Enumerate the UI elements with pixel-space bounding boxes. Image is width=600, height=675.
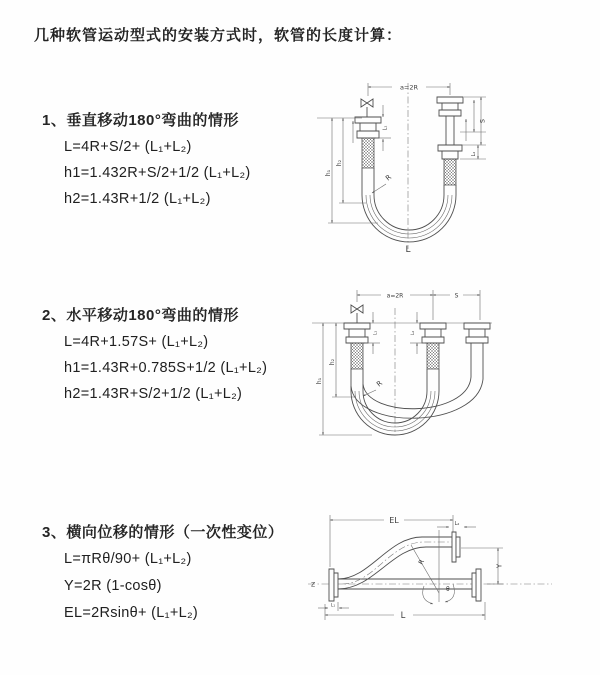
dimension-s [460,97,487,159]
hose-s-curve [338,537,452,589]
hose-u-bend-moved [351,343,483,418]
flange-right-lower [438,145,462,159]
dim-label-y: Y [495,563,504,569]
dim-label-a2r: a=2R [386,292,404,300]
length-label: L [405,245,411,255]
dim-label-h2: h₂ [336,159,343,167]
diagram-horizontal-180-bend [300,282,545,467]
flange-right-original [472,569,481,601]
dimension-el [330,515,453,567]
dim-label-el: EL [389,516,399,525]
flange-left [344,323,370,343]
dim-label-l: L [400,611,406,621]
radius-label: R [384,173,394,183]
radius-callout [372,173,393,193]
dimension-l1 [365,312,380,354]
radius-callout [411,530,454,604]
flange-left [355,117,381,138]
dimension-l2 [437,521,476,527]
radius-label: R [416,558,426,566]
flange-left [329,569,338,601]
radius-label: R [375,379,385,389]
dimension-l1 [376,105,391,151]
formula-line: h2=1.43R+1/2 (L₁+L₂) [64,191,211,207]
page-title: 几种软管运动型式的安装方式时，软管的长度计算： [34,27,403,44]
formula-line: h1=1.43R+0.785S+1/2 (L₁+L₂) [64,360,268,376]
dim-label-l1: L₁ [330,603,336,609]
dimension-span [357,290,480,320]
dim-label-l2: L₂ [471,151,477,157]
valve-icon [351,305,363,323]
section-2-heading: 2、水平移动180°弯曲的情形 [42,307,239,324]
hose-braid-left [351,343,363,369]
hose-braid-left [362,138,374,168]
dim-label-l2: L₂ [411,330,416,336]
dimension-l1 [318,602,349,611]
section-3 [42,521,283,632]
formula-line: L=4R+S/2+ (L₁+L₂) [64,139,192,155]
hose-u-bend [362,168,456,242]
dim-label-h2: h₂ [329,358,336,366]
formula-line: EL=2Rsinθ+ (L₁+L₂) [64,605,199,621]
dim-label-h1: h₁ [316,377,323,385]
valve-icon [361,99,373,117]
formula-line: h2=1.43R+S/2+1/2 (L₁+L₂) [64,386,243,402]
dim-label-l2: L₂ [454,521,460,527]
angle-label: θ [446,586,450,593]
formula-line: L=4R+1.57S+ (L₁+L₂) [64,334,209,350]
dim-label-s: S [478,118,487,124]
diagram-lateral-displacement [300,505,595,650]
radius-callout [363,379,384,396]
section-1-heading: 1、垂直移动180°弯曲的情形 [42,112,239,129]
dimension-l [325,602,485,621]
flange-middle [420,323,446,343]
formula-line: Y=2R (1-cosθ) [64,578,162,594]
section-1 [42,109,251,217]
hose-braid-right [444,159,456,185]
axis-mark-label: Z [310,581,316,589]
dimension-l2 [410,312,425,354]
dim-label-a2r: a=2R [399,83,419,92]
dimension-span [368,83,450,96]
dim-label-l1: L₁ [382,125,389,131]
dim-label-l1: L₁ [373,330,379,336]
dim-label-s: S [454,292,459,300]
hose-braid-middle [427,343,439,369]
diagram-vertical-180-bend [300,75,525,255]
formula-line: h1=1.432R+S/2+1/2 (L₁+L₂) [64,165,251,181]
flange-right [464,323,490,343]
formula-line: L=πRθ/90+ (L₁+L₂) [64,551,192,567]
section-2 [42,304,267,412]
flange-moved [452,532,460,562]
flange-right-upper [437,97,463,116]
dim-label-h1: h₁ [325,169,332,177]
section-3-heading: 3、横向位移的情形（一次性变位） [42,524,284,541]
